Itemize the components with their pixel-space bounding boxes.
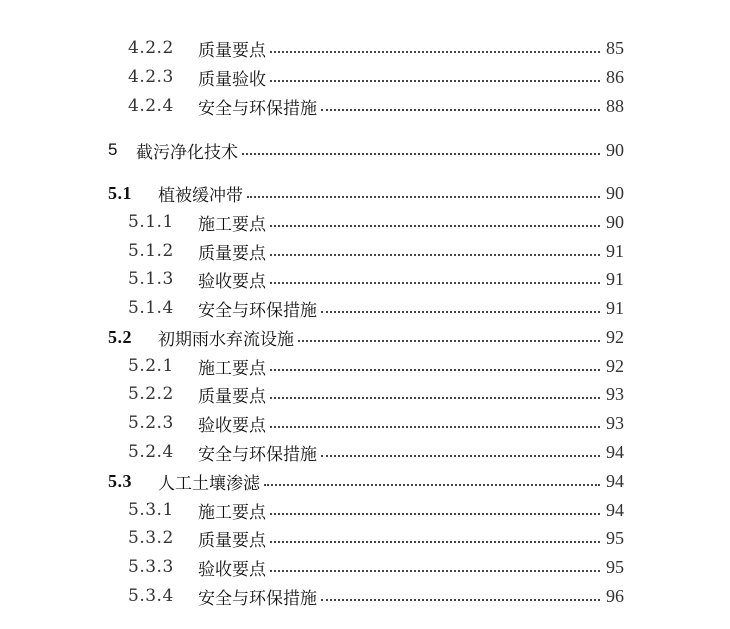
entry-number: 5.1 xyxy=(108,182,132,203)
entry-title: 植被缓冲带 xyxy=(158,185,243,206)
entry-page: 92 xyxy=(606,326,624,347)
entry-page: 85 xyxy=(606,37,624,58)
dot-leader xyxy=(242,153,600,155)
entry-page: 94 xyxy=(606,441,624,462)
entry-number: 4.2.2 xyxy=(128,38,174,58)
entry-page: 96 xyxy=(606,585,624,606)
toc-entry-5-3-3[interactable] xyxy=(128,554,624,580)
entry-number: 5.1.4 xyxy=(128,298,174,318)
entry-number: 5.1.2 xyxy=(128,241,174,261)
toc-entry-5-1-4[interactable] xyxy=(128,295,624,321)
entry-page: 91 xyxy=(606,268,624,289)
toc-entry-5-3-2[interactable] xyxy=(128,525,624,551)
toc-entry-5-1-3[interactable] xyxy=(128,266,624,292)
entry-title: 质量要点 xyxy=(198,530,266,551)
dot-leader xyxy=(270,282,600,284)
entry-number: 5.2.2 xyxy=(128,384,174,404)
dot-leader xyxy=(270,51,600,53)
entry-number: 5.3 xyxy=(108,470,132,491)
entry-number: 4.2.4 xyxy=(128,96,174,116)
entry-number: 5.3.1 xyxy=(128,500,174,520)
entry-page: 90 xyxy=(606,211,624,232)
entry-page: 94 xyxy=(606,470,624,491)
entry-number: 5.2.3 xyxy=(128,413,174,433)
toc-entry-5-1[interactable] xyxy=(108,180,624,206)
toc-entry-5-1-1[interactable] xyxy=(128,209,624,235)
entry-number: 5.3.4 xyxy=(128,586,174,606)
entry-page: 95 xyxy=(606,556,624,577)
entry-page: 90 xyxy=(606,139,624,160)
entry-number: 5.2.1 xyxy=(128,356,174,376)
toc-entry-5-2-2[interactable] xyxy=(128,381,624,407)
entry-title: 质量要点 xyxy=(198,386,266,407)
dot-leader xyxy=(270,541,600,543)
entry-title: 安全与环保措施 xyxy=(198,98,317,119)
dot-leader xyxy=(270,225,600,227)
dot-leader xyxy=(270,426,600,428)
dot-leader xyxy=(270,369,600,371)
entry-page: 92 xyxy=(606,355,624,376)
entry-title: 质量要点 xyxy=(198,40,266,61)
entry-number: 5.2.4 xyxy=(128,442,174,462)
entry-title: 施工要点 xyxy=(198,214,266,235)
entry-title: 施工要点 xyxy=(198,502,266,523)
entry-number: 5.2 xyxy=(108,326,132,347)
entry-number: 5 xyxy=(108,140,118,159)
toc-entry-chapter-5[interactable] xyxy=(108,137,624,163)
toc-entry-4-2-2[interactable] xyxy=(128,35,624,61)
dot-leader xyxy=(270,80,600,82)
entry-page: 91 xyxy=(606,297,624,318)
entry-page: 93 xyxy=(606,412,624,433)
entry-number: 5.1.1 xyxy=(128,212,174,232)
entry-number: 5.3.2 xyxy=(128,528,174,548)
dot-leader xyxy=(321,311,600,313)
entry-title: 安全与环保措施 xyxy=(198,444,317,465)
toc-entry-4-2-4[interactable] xyxy=(128,93,624,119)
entry-page: 94 xyxy=(606,499,624,520)
dot-leader xyxy=(321,599,600,601)
entry-page: 88 xyxy=(606,95,624,116)
entry-title: 初期雨水弃流设施 xyxy=(158,329,294,350)
entry-page: 91 xyxy=(606,240,624,261)
entry-title: 人工土壤渗滤 xyxy=(158,473,260,494)
entry-page: 93 xyxy=(606,383,624,404)
entry-title: 质量要点 xyxy=(198,243,266,264)
entry-number: 5.1.3 xyxy=(128,269,174,289)
entry-page: 86 xyxy=(606,66,624,87)
dot-leader xyxy=(264,484,600,486)
toc-entry-5-2-3[interactable] xyxy=(128,410,624,436)
entry-title: 安全与环保措施 xyxy=(198,588,317,609)
dot-leader xyxy=(321,455,600,457)
entry-title: 验收要点 xyxy=(198,559,266,580)
entry-page: 90 xyxy=(606,182,624,203)
toc-entry-5-3[interactable] xyxy=(108,468,624,494)
dot-leader xyxy=(321,109,600,111)
entry-number: 5.3.3 xyxy=(128,557,174,577)
toc-entry-4-2-3[interactable] xyxy=(128,64,624,90)
entry-title: 验收要点 xyxy=(198,271,266,292)
toc-entry-5-1-2[interactable] xyxy=(128,238,624,264)
toc-entry-5-2[interactable] xyxy=(108,324,624,350)
entry-title: 验收要点 xyxy=(198,415,266,436)
toc-entry-5-3-4[interactable] xyxy=(128,583,624,609)
dot-leader xyxy=(270,254,600,256)
dot-leader xyxy=(247,196,600,198)
entry-title: 施工要点 xyxy=(198,358,266,379)
dot-leader xyxy=(270,570,600,572)
toc-entry-5-2-1[interactable] xyxy=(128,353,624,379)
toc-entry-5-2-4[interactable] xyxy=(128,439,624,465)
entry-number: 4.2.3 xyxy=(128,67,174,87)
entry-title: 安全与环保措施 xyxy=(198,300,317,321)
entry-title: 截污净化技术 xyxy=(136,142,238,163)
dot-leader xyxy=(298,340,600,342)
dot-leader xyxy=(270,397,600,399)
entry-page: 95 xyxy=(606,527,624,548)
dot-leader xyxy=(270,513,600,515)
toc-entry-5-3-1[interactable] xyxy=(128,497,624,523)
entry-title: 质量验收 xyxy=(198,69,266,90)
